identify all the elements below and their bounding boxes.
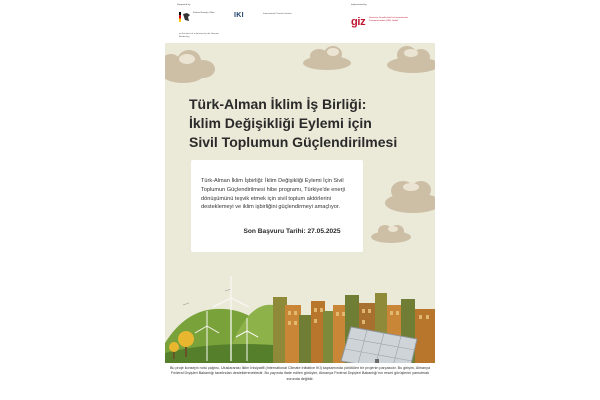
- implementer-caption: Implemented by: [351, 4, 367, 6]
- page-title: [189, 95, 419, 152]
- poster: [165, 43, 435, 363]
- iki-logo: IKI: [234, 12, 244, 19]
- ministry-note: on the basis of a decision by the German Bundestag: [179, 33, 219, 38]
- cloud-icon: [303, 46, 351, 70]
- title-line: Türk-Alman İklim İş Birliği:: [189, 96, 367, 112]
- title-line: İklim Değişikliği Eylemi için: [189, 115, 372, 131]
- federal-eagle-icon: [179, 12, 191, 22]
- title-line: Sivil Toplumun Güçlendirilmesi: [189, 134, 398, 150]
- application-deadline: Son Başvuru Tarihi: 27.05.2025: [243, 228, 341, 235]
- program-description: Türk-Alman İklim İşbirliği: İklim Değişikliği Eylemi İçin Sivil Toplumun Güçlendirilmesi hibe programı, Türkiye'de enerji dönüşümünü teşvik etmek için sivil toplum aktörlerini desteklemeyi ve iklim işbirliğini güçlendirmeyi amaçlıyor.: [201, 178, 345, 211]
- giz-logo: giz: [351, 16, 366, 28]
- giz-subtitle: Deutsche Gesellschaft für Internationale Zusammenarbeit (GIZ) GmbH: [369, 17, 408, 22]
- logo-header: [165, 0, 435, 43]
- iki-subtitle: International Climate Initiative: [263, 13, 292, 15]
- footer-disclaimer: Bu proje konseptı notu çağrısı, Uluslararası İklim İnisiyatifi (International Climate Initiative IKI) kapsamında yürütülen bir projenin parçasıdır. Bu girişim, Almanya Federal Dışişleri Bakanlığı tarafından desteklenmektedir. Bu yayında ifade edilen görüşler, Almanya Federal Dışişleri Bakanlığı'nın resmi görüşlerini yansıtmak zorunda değildir.: [169, 366, 431, 381]
- info-card: [191, 160, 363, 252]
- sponsor-caption: Supported by:: [177, 4, 191, 6]
- ministry-name: Federal Foreign Office: [193, 12, 215, 14]
